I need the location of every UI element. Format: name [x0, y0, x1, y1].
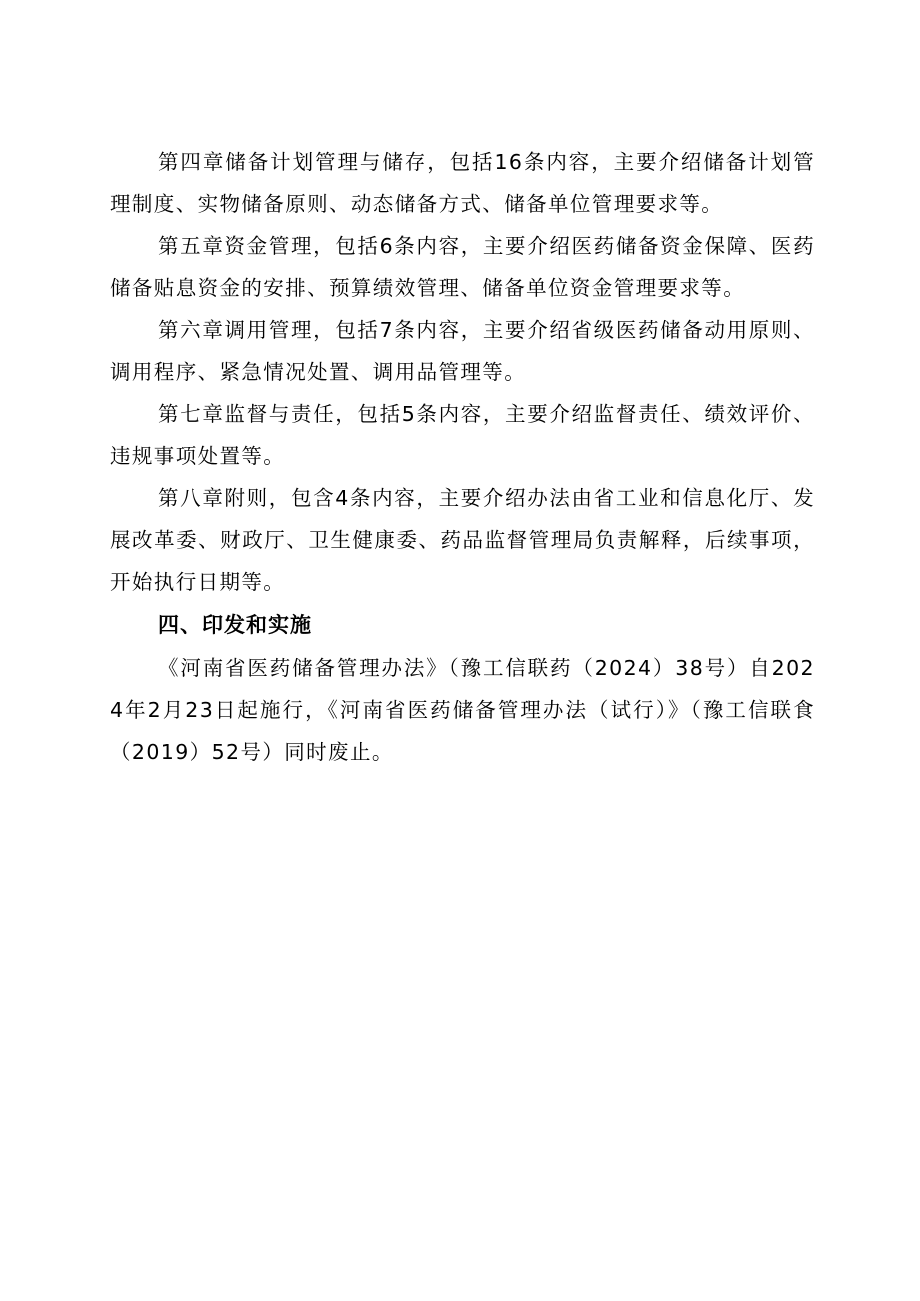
section-heading: 四、印发和实施: [158, 613, 312, 637]
paragraph-chapter-6: 第六章调用管理，包括7条内容，主要介绍省级医药储备动用原则、调用程序、紧急情况处置、调用品管理等。: [110, 318, 815, 384]
paragraph-chapter-5: 第五章资金管理，包括6条内容，主要介绍医药储备资金保障、医药储备贴息资金的安排、预算绩效管理、储备单位资金管理要求等。: [110, 234, 815, 300]
paragraph-issuance: 《河南省医药储备管理办法》（豫工信联药（2024）38号）自2024年2月23日起施行，《河南省医药储备管理办法（试行）》（豫工信联食（2019）52号）同时废止。: [110, 656, 815, 764]
paragraph-chapter-4: 第四章储备计划管理与储存，包括16条内容，主要介绍储备计划管理制度、实物储备原则、动态储备方式、储备单位管理要求等。: [110, 150, 815, 216]
document-body: [110, 141, 815, 773]
paragraph-chapter-8: 第八章附则，包含4条内容，主要介绍办法由省工业和信息化厅、发展改革委、财政厅、卫生健康委、药品监督管理局负责解释，后续事项，开始执行日期等。: [110, 486, 815, 594]
paragraph-chapter-7: 第七章监督与责任，包括5条内容，主要介绍监督责任、绩效评价、违规事项处置等。: [110, 402, 815, 468]
